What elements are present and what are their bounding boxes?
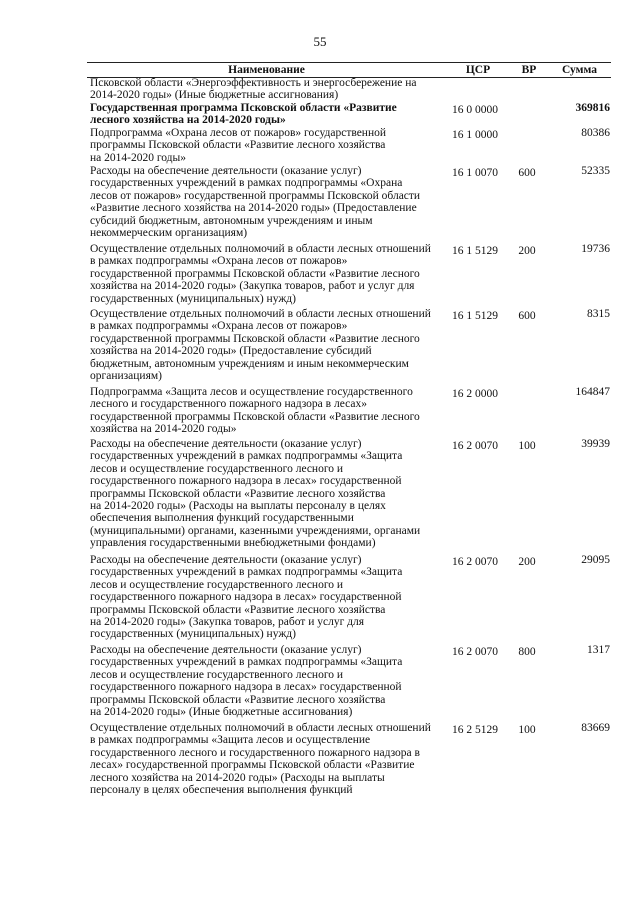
- row-name: Расходы на обеспечение деятельности (оказание услуг) государственных учреждений в рамках подпрограммы «Защита лесов и осуществление государственного лесного и государственного пожарного надзора в лесах» государственной программы Псковской области «Развитие лесного хозяйства на 2014-2020 годы» (Закупка товаров, работ и услуг для государственных (муниципальных) нужд): [90, 554, 403, 641]
- row-name: Осуществление отдельных полномочий в области лесных отношений в рамках подпрограммы «Защита лесов и осуществление государственного лесного и государственного пожарного надзора в лесах» государственной программы Псковской области «Развитие лесного хозяйства на 2014-2020 годы» (Расходы на выплаты персоналу в целях обеспечения выполнения функций: [90, 722, 431, 797]
- table-row: [0, 722, 640, 802]
- row-name: Осуществление отдельных полномочий в области лесных отношений в рамках подпрограммы «Охрана лесов от пожаров» государственной программы Псковской области «Развитие лесного хозяйства на 2014-2020 годы» (Предоставление субсидий бюджетным, автономным учреждениям и иным некоммерческим организациям): [90, 308, 431, 383]
- row-name: Осуществление отдельных полномочий в области лесных отношений в рамках подпрограммы «Охрана лесов от пожаров» государственной программы Псковской области «Развитие лесного хозяйства на 2014-2020 годы» (Закупка товаров, работ и услуг для государственных (муниципальных) нужд): [90, 243, 431, 305]
- row-name: Расходы на обеспечение деятельности (оказание услуг) государственных учреждений в рамках подпрограммы «Охрана лесов от пожаров» государственной программы Псковской области «Развитие лесного хозяйства на 2014-2020 годы» (Предоставление субсидий бюджетным, автономным учреждениям и иным некоммерческим организациям): [90, 165, 421, 240]
- table-row: [0, 77, 640, 102]
- row-sum: 369816: [575, 102, 610, 114]
- table-body: [0, 77, 640, 802]
- row-name: Подпрограмма «Охрана лесов от пожаров» государственной программы Псковской области «Развитие лесного хозяйства на 2014-2020 годы»: [90, 127, 387, 164]
- row-name: Расходы на обеспечение деятельности (оказание услуг) государственных учреждений в рамках подпрограммы «Защита лесов и осуществление государственного лесного и государственного пожарного надзора в лесах» государственной программы Псковской области «Развитие лесного хозяйства на 2014-2020 годы» (Расходы на выплаты персоналу в целях обеспечения выполнения функций государственными (муниципальными) органами, казенными учреждениями, органами управления государственными внебюджетными фондами): [90, 438, 421, 550]
- row-vr: 200: [518, 245, 536, 257]
- row-name: Расходы на обеспечение деятельности (оказание услуг) государственных учреждений в рамках подпрограммы «Защита лесов и осуществление государственного лесного и государственного пожарного надзора в лесах» государственной программы Псковской области «Развитие лесного хозяйства на 2014-2020 годы» (Иные бюджетные ассигнования): [90, 644, 403, 719]
- column-header-sum: Сумма: [562, 64, 597, 76]
- page-number: 55: [313, 34, 327, 49]
- row-sum: 80386: [581, 127, 610, 139]
- column-header-name: Наименование: [228, 64, 305, 76]
- row-name: Псковской области «Энергоэффективность и энергосбережение на 2014-2020 годы» (Иные бюджетные ассигнования): [90, 77, 417, 102]
- table-row: [0, 554, 640, 644]
- row-sum: 1317: [587, 644, 610, 656]
- row-csr: 16 2 0070: [452, 556, 498, 568]
- row-csr: 16 2 0070: [452, 646, 498, 658]
- row-name: Подпрограмма «Защита лесов и осуществление государственного лесного и государственного пожарного надзора в лесах» государственной программы Псковской области «Развитие лесного хозяйства на 2014-2020 годы»: [90, 386, 420, 436]
- row-vr: 200: [518, 556, 536, 568]
- row-csr: 16 1 0000: [452, 129, 498, 141]
- table-row: [0, 438, 640, 554]
- row-sum: 39939: [581, 438, 610, 450]
- row-sum: 83669: [581, 722, 610, 734]
- table-row: [0, 165, 640, 243]
- row-sum: 52335: [581, 165, 610, 177]
- row-vr: 600: [518, 167, 536, 179]
- table-row: [0, 243, 640, 308]
- row-name: Государственная программа Псковской области «Развитие лесного хозяйства на 2014-2020 годы»: [90, 102, 397, 127]
- column-header-vr: ВР: [521, 64, 537, 76]
- row-csr: 16 2 0000: [452, 388, 498, 400]
- row-csr: 16 1 0070: [452, 167, 498, 179]
- table-row: [0, 102, 640, 127]
- column-header-csr: ЦСР: [465, 64, 491, 76]
- table-row: [0, 386, 640, 438]
- row-sum: 8315: [587, 308, 610, 320]
- table-row: [0, 308, 640, 386]
- row-vr: 800: [518, 646, 536, 658]
- row-csr: 16 1 5129: [452, 245, 498, 257]
- row-sum: 19736: [581, 243, 610, 255]
- table-row: [0, 127, 640, 165]
- row-sum: 29095: [581, 554, 610, 566]
- row-vr: 100: [518, 724, 536, 736]
- row-csr: 16 0 0000: [452, 104, 498, 116]
- row-sum: 164847: [575, 386, 610, 398]
- row-vr: 600: [518, 310, 536, 322]
- row-csr: 16 2 5129: [452, 724, 498, 736]
- row-vr: 100: [518, 440, 536, 452]
- row-csr: 16 1 5129: [452, 310, 498, 322]
- row-csr: 16 2 0070: [452, 440, 498, 452]
- table-row: [0, 644, 640, 722]
- table-header: [87, 62, 611, 78]
